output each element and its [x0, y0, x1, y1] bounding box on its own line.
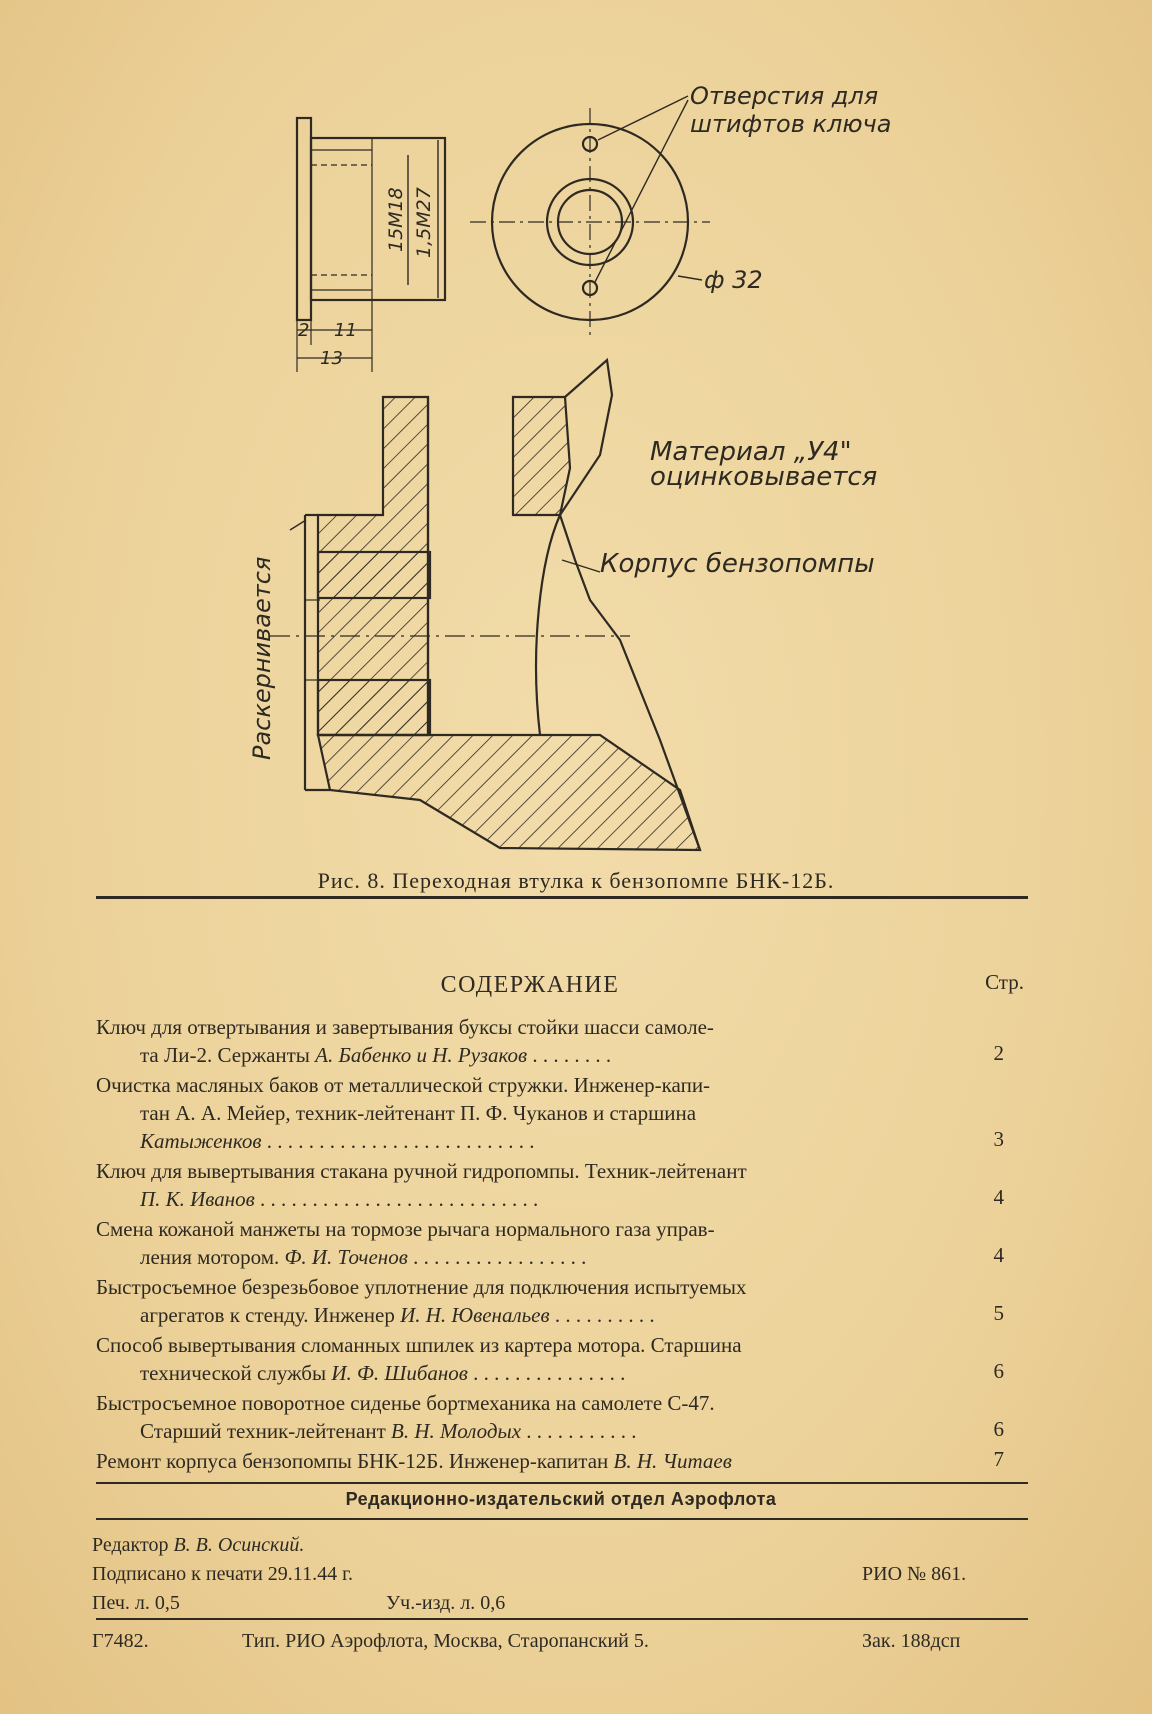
rio-number: РИО № 861.: [862, 1563, 967, 1585]
contents-title: СОДЕРЖАНИЕ: [440, 972, 620, 998]
entry-text: Быстросъемное безрезьбовое уплотнение для подключения испытуемых: [96, 1275, 747, 1299]
dim-2: 2: [298, 320, 310, 341]
contents-entry: [96, 1331, 1026, 1387]
label-material-line1: Материал „У4": [650, 437, 852, 467]
divider: [96, 1618, 1028, 1620]
divider: [96, 1518, 1028, 1520]
contents-entry: [96, 1157, 1026, 1213]
contents-entry: [96, 1071, 1026, 1155]
entry-authors: ления мотором. Ф. И. Точенов . . . . . . . . . . . . . . . . .: [140, 1245, 587, 1269]
entry-authors: Катыженков . . . . . . . . . . . . . . . . . . . . . . . . . .: [140, 1129, 535, 1153]
entry-text: Ремонт корпуса бензопомпы БНК-12Б. Инженер-капитан В. Н. Читаев: [96, 1449, 732, 1473]
entry-page: 5: [993, 1301, 1004, 1325]
contents-entry: [96, 1273, 1026, 1329]
entry-page: 4: [993, 1243, 1004, 1267]
entry-text: Смена кожаной манжеты на тормозе рычага нормального газа управ-: [96, 1217, 715, 1241]
dim-13: 13: [320, 348, 343, 369]
sectional-view: [270, 360, 700, 850]
entry-page: 2: [993, 1041, 1004, 1065]
dim-15m18: 15М18: [385, 187, 407, 252]
entry-page: 4: [993, 1185, 1004, 1209]
order-number: Зак. 188дсп: [862, 1630, 961, 1652]
entry-page: 3: [993, 1127, 1004, 1151]
contents-entry: [96, 1389, 1026, 1445]
entry-text: Быстросъемное поворотное сиденье бортмеханика на самолете С-47.: [96, 1391, 715, 1415]
publisher-department: Редакционно-издательский отдел Аэрофлота: [345, 1489, 777, 1509]
entry-page: 6: [993, 1359, 1004, 1383]
bushing-front-view: [470, 96, 710, 340]
entry-text: Ключ для отвертывания и завертывания буксы стойки шасси самоле-: [96, 1015, 714, 1039]
entry-text: Ключ для вывертывания стакана ручной гидропомпы. Техник-лейтенант: [96, 1159, 747, 1183]
entry-text: Способ вывертывания сломанных шпилек из картера мотора. Старшина: [96, 1333, 742, 1357]
label-diameter: ф 32: [704, 266, 763, 294]
dim-15m27: 1,5М27: [413, 187, 435, 258]
divider: [96, 1482, 1028, 1484]
entry-authors: Старший техник-лейтенант В. Н. Молодых . . . . . . . . . . .: [140, 1419, 637, 1443]
entry-page: 7: [993, 1447, 1004, 1471]
label-holes-line1: Отверстия для: [690, 82, 879, 110]
dim-11: 11: [334, 320, 357, 341]
contents-entry: [96, 1215, 1026, 1271]
label-holes-line2: штифтов ключа: [690, 110, 892, 138]
entry-page: 6: [993, 1417, 1004, 1441]
pub-sheets: Уч.-изд. л. 0,6: [386, 1592, 506, 1614]
divider: [96, 896, 1028, 899]
entry-authors: агрегатов к стенду. Инженер И. Н. Ювенальев . . . . . . . . . .: [140, 1303, 655, 1327]
label-material-line2: оцинковывается: [650, 462, 878, 492]
entry-text: Очистка масляных баков от металлической стружки. Инженер-капи-: [96, 1073, 711, 1097]
label-peen: Раскернивается: [248, 556, 276, 760]
entry-authors: технической службы И. Ф. Шибанов . . . . . . . . . . . . . . .: [140, 1361, 626, 1385]
print-sheets: Печ. л. 0,5: [92, 1592, 180, 1614]
entry-authors: та Ли-2. Сержанты А. Бабенко и Н. Рузаков . . . . . . . .: [140, 1043, 612, 1067]
entry-authors: тан А. А. Мейер, техник-лейтенант П. Ф. Чуканов и старшина: [140, 1101, 697, 1125]
contents-entry: [96, 1447, 1026, 1475]
contents-entry: [96, 1013, 1026, 1069]
printer-address: Тип. РИО Аэрофлота, Москва, Старопанский 5.: [242, 1630, 649, 1652]
label-body: Корпус бензопомпы: [600, 549, 875, 579]
print-code: Г7482.: [92, 1630, 149, 1652]
contents-page-header: Стр.: [985, 970, 1024, 994]
contents-list: [96, 1013, 1026, 1477]
editor-line: Редактор В. В. Осинский.: [92, 1534, 305, 1556]
entry-authors: П. К. Иванов . . . . . . . . . . . . . . . . . . . . . . . . . . .: [140, 1187, 539, 1211]
figure-caption: Рис. 8. Переходная втулка к бензопомпе БНК-12Б.: [317, 868, 835, 893]
signed-date: Подписано к печати 29.11.44 г.: [92, 1563, 354, 1585]
